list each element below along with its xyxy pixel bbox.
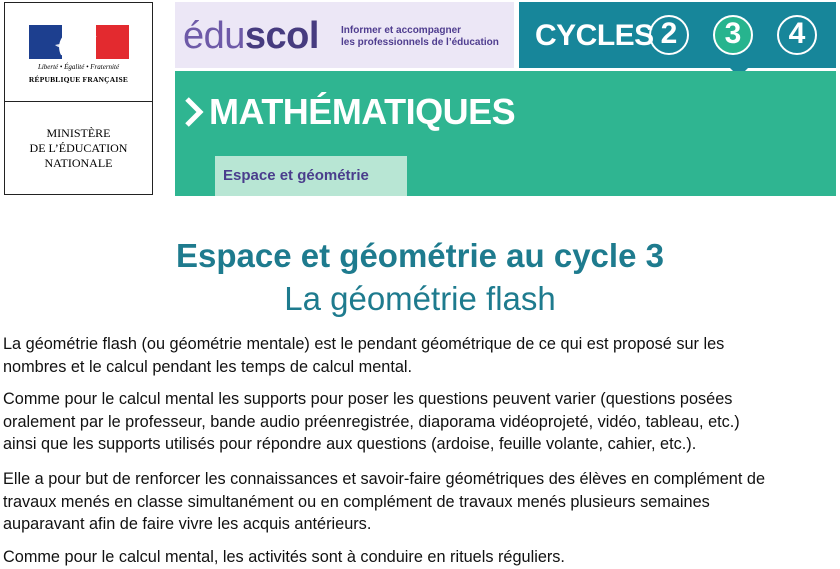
paragraph-2 [3,388,837,456]
eduscol-tagline: Informer et accompagner les professionnels de l’éducation [341,25,499,48]
paragraph-4 [3,546,837,569]
cycle-2-badge[interactable]: 2 [649,15,689,55]
cycles-label: CYCLES [535,19,654,52]
republic-motto: Liberté • Égalité • Fraternité [37,63,120,71]
paragraph-line: oralement par le professeur, bande audio préenregistrée, diaporama vidéoprojeté, vidéo, tableau, etc.) [3,412,740,431]
paragraph-1 [3,333,837,378]
document-title: Espace et géométrie au cycle 3 [176,237,664,274]
paragraph-line: auparavant afin de faire vivre les acquis antérieurs. [3,515,372,533]
subject-title: MATHÉMATIQUES [183,91,515,133]
paragraph-3 [3,468,837,536]
document-subtitle: La géométrie flash [284,280,556,317]
ministry-name-line: DE L’ÉDUCATION [29,141,128,155]
ministry-logo [4,2,153,195]
subject-tab[interactable]: Espace et géométrie [215,156,407,196]
republique-francaise-label: RÉPUBLIQUE FRANÇAISE [28,75,129,84]
cycle-3-badge[interactable]: 3 [713,15,753,55]
ministry-name-line: NATIONALE [44,156,113,170]
paragraph-line: Comme pour le calcul mental les supports pour poser les questions peuvent varier (questions posées [3,390,733,408]
paragraph-line: Elle a pour but de renforcer les connaissances et savoir-faire géométriques des élèves en complément de [3,470,766,488]
chevron-right-icon [183,96,205,128]
paragraph-line: Comme pour le calcul mental, les activités sont à conduire en rituels réguliers. [3,548,565,566]
paragraph-line: nombres et le calcul pendant les temps de calcul mental. [3,357,413,376]
paragraph-line: travaux menés en classe simultanément ou en complément de travaux menés plusieurs semaines [3,492,710,511]
paragraph-line: La géométrie flash (ou géométrie mentale) est le pendant géométrique de ce qui est proposé sur les [3,335,725,353]
ministry-name-line: MINISTÈRE [46,126,111,140]
subject-banner [175,71,836,196]
ministry-name [5,126,152,171]
cycle-4-badge[interactable]: 4 [777,15,817,55]
paragraph-line: ainsi que les supports utilisés pour répondre aux questions (ardoise, feuille volante, cahier, etc.). [3,435,697,453]
marianne-profile-icon [47,27,109,57]
cycles-header [519,2,836,68]
eduscol-header [175,2,514,68]
eduscol-logo[interactable]: éduscol [183,15,319,57]
marianne-logo [5,3,152,102]
french-flag-icon [29,25,129,59]
